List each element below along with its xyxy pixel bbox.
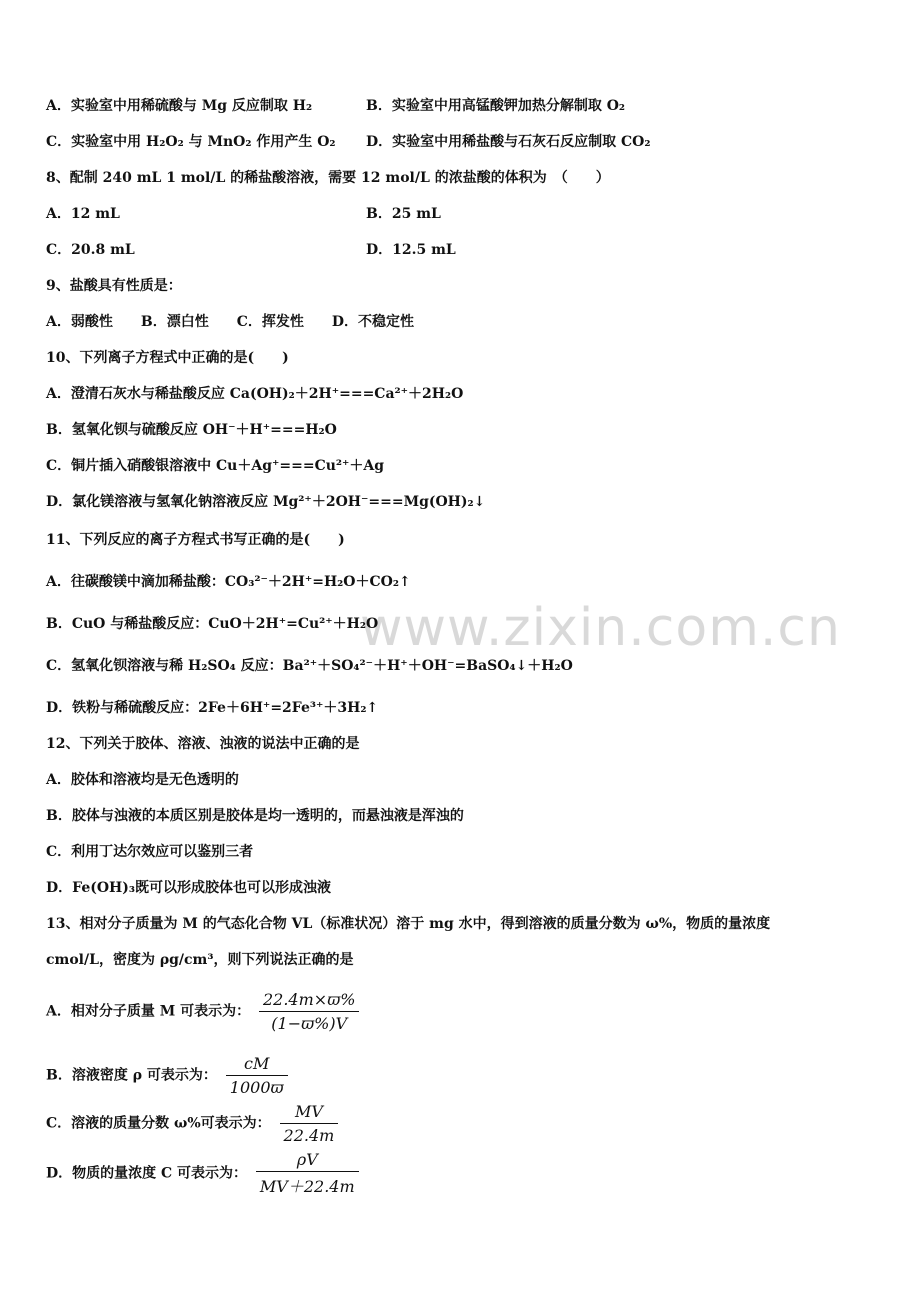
q13-option-d-text: D．物质的量浓度 C 可表示为：	[46, 1165, 248, 1182]
q13-stem-line1: 13、相对分子质量为 M 的气态化合物 VL（标准状况）溶于 mg 水中，得到溶液的质量分数为 ω%，物质的量浓度	[46, 916, 771, 932]
q10-option-a: A．澄清石灰水与稀盐酸反应 Ca(OH)₂＋2H⁺===Ca²⁺＋2H₂O	[46, 386, 464, 402]
q13-option-b-fraction	[226, 1054, 288, 1097]
q7-option-c: C．实验室中用 H₂O₂ 与 MnO₂ 作用产生 O₂	[46, 134, 336, 150]
q8-option-a: A．12 mL	[46, 206, 120, 222]
q8-option-b: B．25 mL	[366, 206, 441, 222]
q13-option-d	[46, 1150, 359, 1197]
q13-option-b	[46, 1054, 288, 1097]
q11-option-b: B．CuO 与稀盐酸反应：CuO＋2H⁺=Cu²⁺＋H₂O	[46, 616, 379, 632]
fraction-numerator: MV	[280, 1102, 339, 1124]
q11-option-c: C．氢氧化钡溶液与稀 H₂SO₄ 反应：Ba²⁺＋SO₄²⁻＋H⁺＋OH⁻=BaSO₄↓＋H₂O	[46, 658, 573, 674]
watermark: www.zixin.com.cn	[360, 598, 841, 658]
q13-option-c-fraction	[280, 1102, 339, 1145]
q11-option-d: D．铁粉与稀硫酸反应：2Fe＋6H⁺=2Fe³⁺＋3H₂↑	[46, 700, 379, 716]
q13-option-c-text: C．溶液的质量分数 ω%可表示为：	[46, 1115, 271, 1132]
fraction-denominator: 22.4m	[283, 1126, 335, 1145]
q13-option-c	[46, 1102, 338, 1145]
q12-stem: 12、下列关于胶体、溶液、浊液的说法中正确的是	[46, 736, 360, 752]
q9-options: A．弱酸性 B．漂白性 C．挥发性 D．不稳定性	[46, 314, 414, 330]
q13-option-d-fraction	[256, 1150, 359, 1197]
q10-option-c: C．铜片插入硝酸银溶液中 Cu＋Ag⁺===Cu²⁺＋Ag	[46, 458, 385, 474]
q11-option-a: A．往碳酸镁中滴加稀盐酸：CO₃²⁻＋2H⁺=H₂O＋CO₂↑	[46, 574, 411, 590]
q8-option-c: C．20.8 mL	[46, 242, 135, 258]
q12-option-c: C．利用丁达尔效应可以鉴别三者	[46, 844, 254, 860]
q13-option-b-text: B．溶液密度 ρ 可表示为：	[46, 1067, 217, 1084]
fraction-numerator: ρV	[256, 1150, 359, 1172]
q13-option-a	[46, 990, 359, 1033]
q8-stem: 8、配制 240 mL 1 mol/L 的稀盐酸溶液，需要 12 mol/L 的浓盐酸的体积为 （ ）	[46, 170, 610, 186]
q9-stem: 9、盐酸具有性质是：	[46, 278, 182, 294]
q10-stem: 10、下列离子方程式中正确的是( )	[46, 350, 289, 366]
fraction-denominator: 1000ϖ	[229, 1078, 284, 1097]
q13-option-a-text: A．相对分子质量 M 可表示为：	[46, 1003, 251, 1020]
q13-option-a-fraction	[259, 990, 359, 1033]
q7-option-b: B．实验室中用高锰酸钾加热分解制取 O₂	[366, 98, 626, 114]
fraction-denominator: MV＋22.4m	[259, 1177, 355, 1196]
q8-option-d: D．12.5 mL	[366, 242, 456, 258]
q12-option-b: B．胶体与浊液的本质区别是胶体是均一透明的，而悬浊液是浑浊的	[46, 808, 464, 824]
fraction-numerator: 22.4m×ϖ%	[259, 990, 359, 1012]
q7-option-a: A．实验室中用稀硫酸与 Mg 反应制取 H₂	[46, 98, 313, 114]
q13-stem-line2: cmol/L，密度为 ρg/cm³，则下列说法正确的是	[46, 952, 354, 968]
q10-option-d: D．氯化镁溶液与氢氧化钠溶液反应 Mg²⁺＋2OH⁻===Mg(OH)₂↓	[46, 494, 486, 510]
fraction-numerator: cM	[226, 1054, 288, 1076]
q10-option-b: B．氢氧化钡与硫酸反应 OH⁻＋H⁺===H₂O	[46, 422, 337, 438]
q12-option-a: A．胶体和溶液均是无色透明的	[46, 772, 239, 788]
q7-option-d: D．实验室中用稀盐酸与石灰石反应制取 CO₂	[366, 134, 651, 150]
q12-option-d: D．Fe(OH)₃既可以形成胶体也可以形成浊液	[46, 880, 332, 896]
q11-stem: 11、下列反应的离子方程式书写正确的是( )	[46, 532, 345, 548]
fraction-denominator: (1−ϖ%)V	[271, 1014, 348, 1033]
